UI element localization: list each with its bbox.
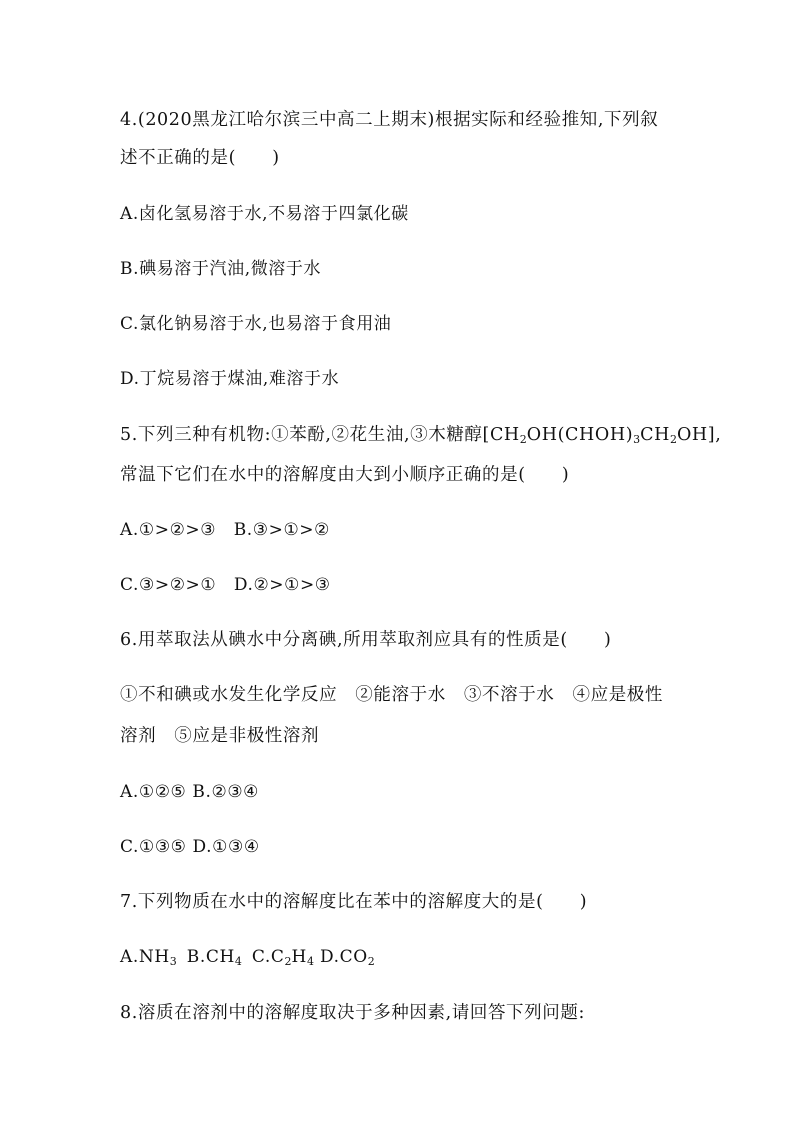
question-5-stem-line-1 — [120, 423, 721, 452]
question-4-stem-line-1: 4.(2020黑龙江哈尔滨三中高二上期末)根据实际和经验推知,下列叙 — [120, 110, 659, 130]
q5-text-part: OH(CHOH) — [526, 425, 634, 445]
question-7-options — [120, 945, 375, 974]
question-8-stem: 8.溶质在溶剂中的溶解度取决于多种因素,请回答下列问题: — [120, 1003, 585, 1023]
question-5-stem-line-2: 常温下它们在水中的溶解度由大到小顺序正确的是( ) — [120, 465, 570, 485]
q7-option-c-mid: H — [291, 947, 307, 967]
question-4-option-b: B.碘易溶于汽油,微溶于水 — [120, 259, 322, 279]
q7-subscript: 4 — [306, 955, 314, 968]
q7-option-d: D.CO — [319, 947, 368, 967]
question-6-stem-line-3: 溶剂 ⑤应是非极性溶剂 — [120, 726, 320, 746]
question-7-stem: 7.下列物质在水中的溶解度比在苯中的溶解度大的是( ) — [120, 892, 588, 912]
question-4-option-d: D.丁烷易溶于煤油,难溶于水 — [120, 369, 340, 389]
question-6-options-cd: C.①③⑤ D.①③④ — [120, 837, 260, 857]
q5-subscript: 3 — [633, 433, 641, 446]
q7-subscript: 2 — [367, 955, 375, 968]
question-4-option-a: A.卤化氢易溶于水,不易溶于四氯化碳 — [120, 204, 409, 224]
q5-text-part: OH], — [676, 425, 722, 445]
question-5-options-cd: C.③>②>① D.②>①>③ — [120, 575, 331, 595]
q7-subscript: 3 — [169, 955, 177, 968]
q5-subscript: 2 — [669, 433, 677, 446]
question-4-stem-line-2: 述不正确的是( ) — [120, 148, 280, 168]
q5-text-part: CH — [640, 425, 670, 445]
q5-subscript: 2 — [519, 433, 527, 446]
q7-option-a: A.NH — [120, 947, 170, 967]
question-5-options-ab: A.①>②>③ B.③>①>② — [120, 520, 330, 540]
q7-subscript: 4 — [234, 955, 242, 968]
q7-option-c: C.C — [251, 947, 285, 967]
question-6-stem-line-1: 6.用萃取法从碘水中分离碘,所用萃取剂应具有的性质是( ) — [120, 630, 612, 650]
q5-text-part: 5.下列三种有机物:①苯酚,②花生油,③木糖醇[CH — [120, 425, 520, 445]
question-6-stem-line-2: ①不和碘或水发生化学反应 ②能溶于水 ③不溶于水 ④应是极性 — [120, 685, 663, 705]
q7-option-b: B.CH — [186, 947, 235, 967]
question-6-options-ab: A.①②⑤ B.②③④ — [120, 782, 260, 802]
question-4-option-c: C.氯化钠易溶于水,也易溶于食用油 — [120, 314, 392, 334]
q7-subscript: 2 — [284, 955, 292, 968]
